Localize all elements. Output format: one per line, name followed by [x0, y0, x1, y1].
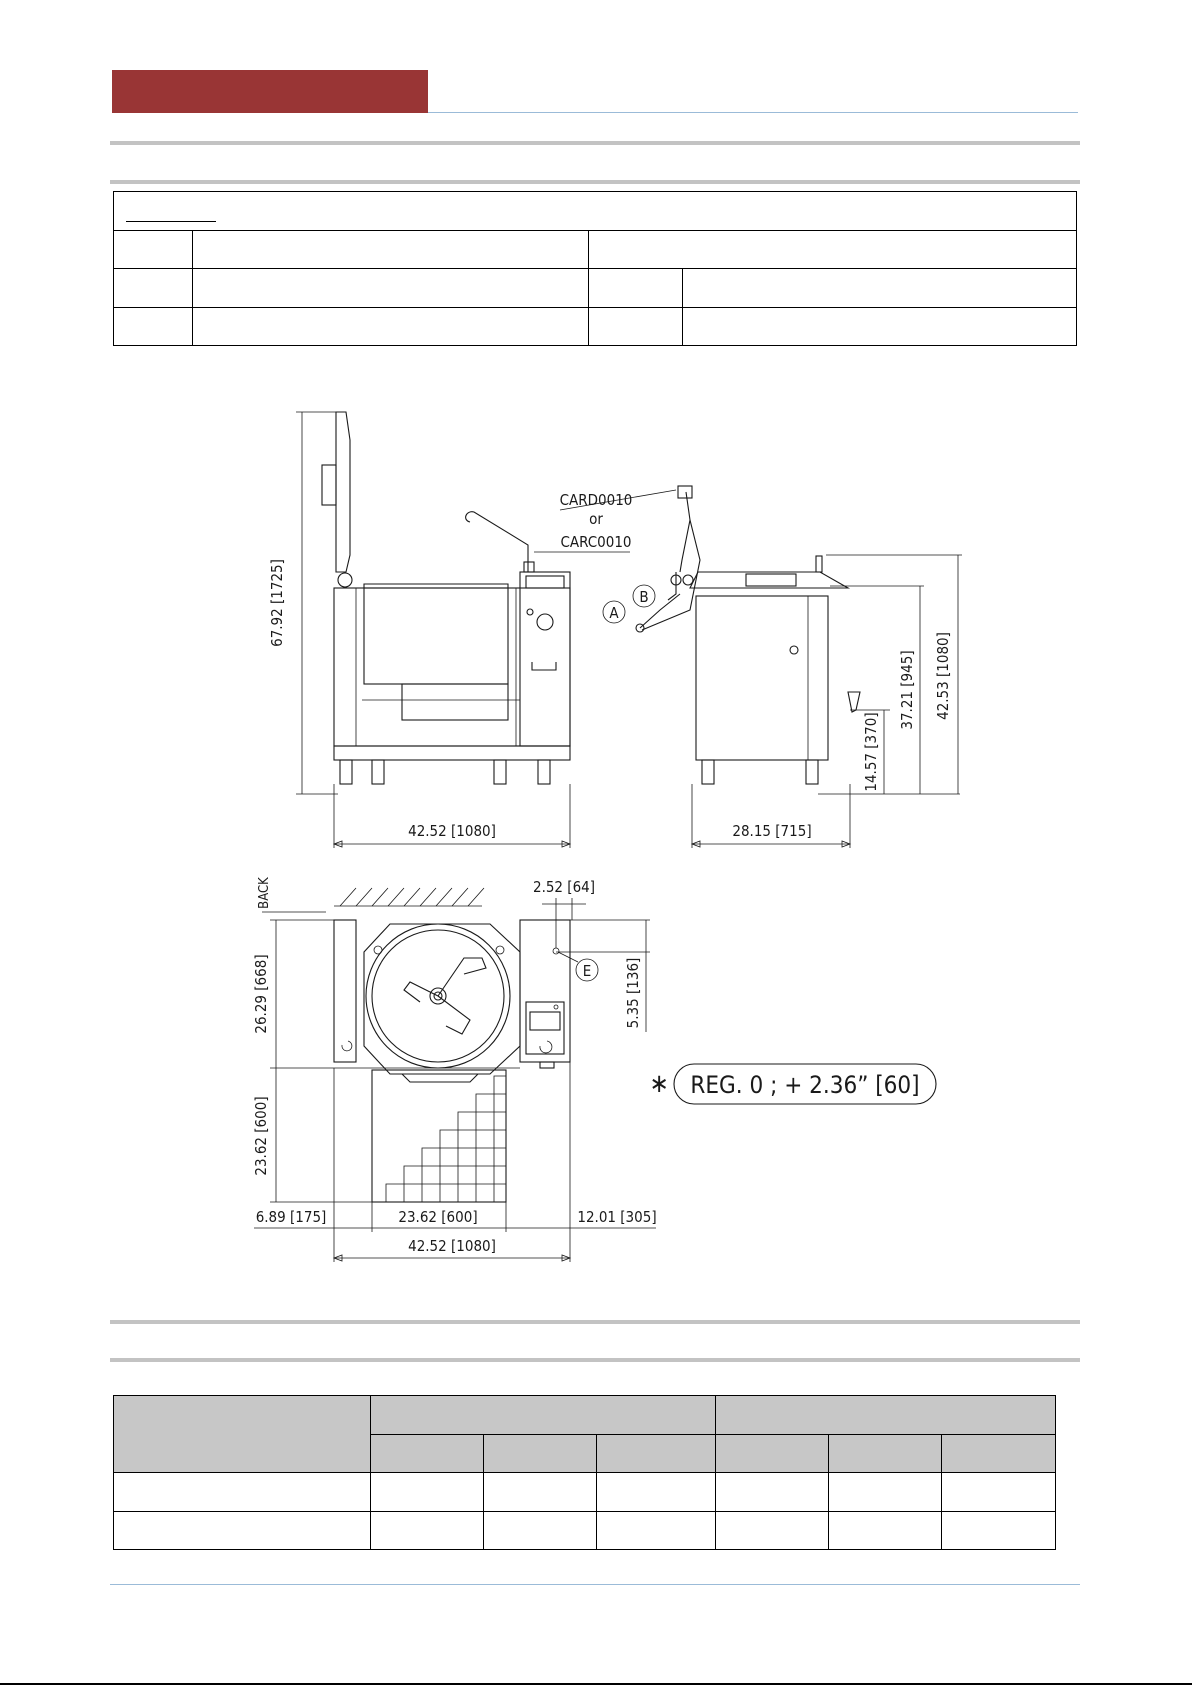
table-cell: [589, 269, 683, 308]
table-cell: [829, 1511, 942, 1550]
table-header-cell: [716, 1396, 1056, 1435]
table-cell: [597, 1473, 716, 1512]
dim-945: 37.21 [945]: [898, 650, 916, 730]
plan-view: [254, 888, 656, 1262]
callout-carc0010: CARC0010: [560, 533, 632, 551]
table-header-cell: [829, 1434, 942, 1473]
table-header-cell: [371, 1434, 484, 1473]
table-row: [114, 269, 1077, 308]
section-rule: [110, 1320, 1080, 1324]
table-cell: [589, 307, 683, 346]
table-header-cell: [114, 1396, 371, 1473]
dim-600-vertical: 23.62 [600]: [252, 1096, 270, 1176]
title-underline: [126, 221, 216, 222]
utilities-table: [113, 1395, 1056, 1550]
table-cell: [716, 1473, 829, 1512]
table-cell: [597, 1511, 716, 1550]
front-height-dim: 67.92 [1725]: [268, 559, 286, 647]
table-cell: [193, 307, 589, 346]
table-row: [114, 1511, 1056, 1550]
table-cell: [114, 269, 193, 308]
table-cell: [716, 1511, 829, 1550]
table-cell: [114, 230, 193, 269]
section-rule: [110, 141, 1080, 145]
table-cell: [114, 307, 193, 346]
side-depth-dim: 28.15 [715]: [732, 822, 812, 840]
dim-600-horizontal: 23.62 [600]: [398, 1208, 478, 1226]
table-header-cell: [716, 1434, 829, 1473]
table-row: [114, 192, 1077, 231]
dim-64: 2.52 [64]: [532, 878, 596, 896]
section-rule: [110, 1358, 1080, 1362]
technical-drawing: [230, 395, 950, 1275]
table-header-cell: [942, 1434, 1056, 1473]
back-label: BACK: [257, 877, 272, 909]
table-cell: [829, 1473, 942, 1512]
dim-175: 6.89 [175]: [255, 1208, 327, 1226]
table-row: [114, 230, 1077, 269]
marker-e-label: E: [582, 962, 592, 980]
table-header-cell: [597, 1434, 716, 1473]
marker-a-label: A: [609, 604, 619, 622]
dim-1080-vertical: 42.53 [1080]: [934, 632, 952, 720]
table-title-cell: [114, 192, 1077, 231]
table-cell: [484, 1473, 597, 1512]
header-banner: [112, 70, 428, 113]
table-cell: [683, 269, 1077, 308]
table-cell: [683, 307, 1077, 346]
callout-card0010: CARD0010: [559, 491, 633, 509]
front-width-dim: 42.52 [1080]: [408, 822, 496, 840]
note-asterisk: ∗: [649, 1069, 669, 1099]
table-header-cell: [484, 1434, 597, 1473]
header-rule: [428, 112, 1078, 113]
dim-370: 14.57 [370]: [862, 712, 880, 792]
table-row: [114, 1396, 1056, 1435]
dim-136: 5.35 [136]: [624, 957, 642, 1029]
dim-305: 12.01 [305]: [577, 1208, 657, 1226]
table-cell: [942, 1473, 1056, 1512]
dim-668: 26.29 [668]: [252, 954, 270, 1034]
table-row: [114, 1473, 1056, 1512]
note-text: REG. 0 ; + 2.36” [60]: [690, 1071, 920, 1099]
table-cell: [371, 1473, 484, 1512]
table-row: [114, 307, 1077, 346]
footer-rule: [110, 1584, 1080, 1585]
table-cell: [942, 1511, 1056, 1550]
table-cell: [193, 230, 589, 269]
table-cell: [371, 1511, 484, 1550]
section-rule: [110, 180, 1080, 184]
callout-or: or: [589, 510, 603, 528]
spec-table: [113, 191, 1077, 346]
front-view: [296, 412, 676, 848]
marker-b-label: B: [639, 588, 649, 606]
plan-width-dim: 42.52 [1080]: [408, 1237, 496, 1255]
table-cell: [484, 1511, 597, 1550]
table-cell: [193, 269, 589, 308]
table-cell: [589, 230, 1077, 269]
table-cell: [114, 1473, 371, 1512]
table-header-cell: [371, 1396, 716, 1435]
table-cell: [114, 1511, 371, 1550]
